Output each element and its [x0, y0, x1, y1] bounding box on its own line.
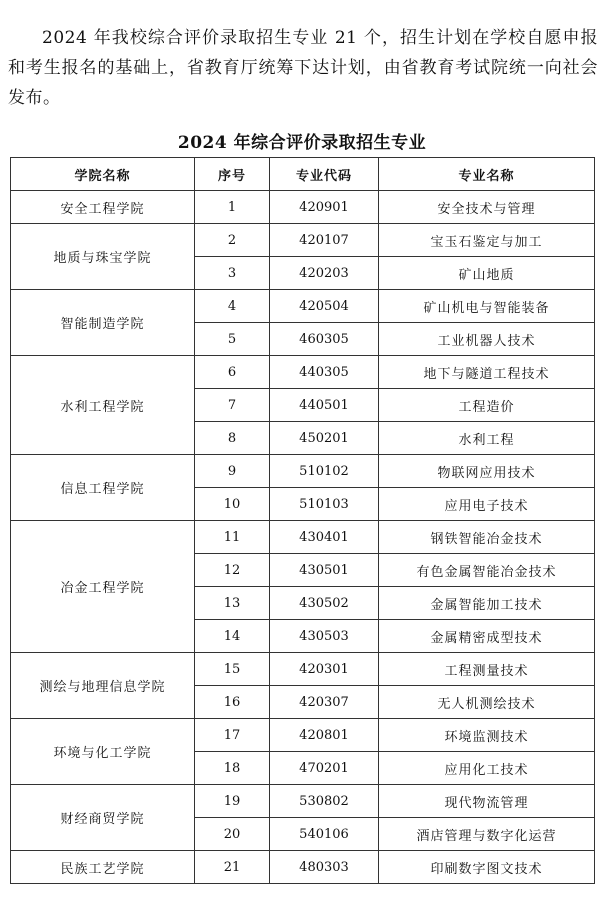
code-cell: 480303 [270, 851, 379, 884]
index-cell: 19 [195, 785, 270, 818]
table-title: 2024 年综合评价录取招生专业 [177, 133, 427, 153]
index-cell: 7 [195, 389, 270, 422]
college-cell: 安全工程学院 [11, 191, 195, 224]
index-cell: 4 [195, 290, 270, 323]
index-cell: 3 [195, 257, 270, 290]
code-cell: 540106 [270, 818, 379, 851]
code-cell: 420107 [270, 224, 379, 257]
major-cell: 矿山地质 [379, 257, 595, 290]
table-row [11, 521, 595, 554]
table-row [11, 455, 595, 488]
major-cell: 工程造价 [379, 389, 595, 422]
code-cell: 460305 [270, 323, 379, 356]
major-cell: 应用化工技术 [379, 752, 595, 785]
index-cell: 14 [195, 620, 270, 653]
code-cell: 420203 [270, 257, 379, 290]
table-row [11, 851, 595, 884]
code-cell: 450201 [270, 422, 379, 455]
college-cell: 环境与化工学院 [11, 719, 195, 785]
index-cell: 8 [195, 422, 270, 455]
index-cell: 9 [195, 455, 270, 488]
major-cell: 宝玉石鉴定与加工 [379, 224, 595, 257]
table-row [11, 191, 595, 224]
major-cell: 钢铁智能冶金技术 [379, 521, 595, 554]
code-cell: 420504 [270, 290, 379, 323]
major-cell: 应用电子技术 [379, 488, 595, 521]
college-cell: 测绘与地理信息学院 [11, 653, 195, 719]
code-cell: 470201 [270, 752, 379, 785]
index-cell: 20 [195, 818, 270, 851]
major-cell: 工业机器人技术 [379, 323, 595, 356]
code-cell: 430501 [270, 554, 379, 587]
college-cell: 冶金工程学院 [11, 521, 195, 653]
college-cell: 民族工艺学院 [11, 851, 195, 884]
index-cell: 2 [195, 224, 270, 257]
major-cell: 工程测量技术 [379, 653, 595, 686]
index-cell: 17 [195, 719, 270, 752]
table-row [11, 653, 595, 686]
code-cell: 420301 [270, 653, 379, 686]
college-cell: 地质与珠宝学院 [11, 224, 195, 290]
table-row [11, 785, 595, 818]
table-row [11, 224, 595, 257]
major-cell: 现代物流管理 [379, 785, 595, 818]
major-cell: 有色金属智能冶金技术 [379, 554, 595, 587]
college-cell: 智能制造学院 [11, 290, 195, 356]
majors-table [10, 157, 595, 884]
major-cell: 地下与隧道工程技术 [379, 356, 595, 389]
header-college: 学院名称 [11, 158, 195, 191]
index-cell: 12 [195, 554, 270, 587]
header-code: 专业代码 [270, 158, 379, 191]
major-cell: 水利工程 [379, 422, 595, 455]
index-cell: 18 [195, 752, 270, 785]
code-cell: 510102 [270, 455, 379, 488]
code-cell: 430503 [270, 620, 379, 653]
college-cell: 水利工程学院 [11, 356, 195, 455]
major-cell: 酒店管理与数字化运营 [379, 818, 595, 851]
major-cell: 矿山机电与智能装备 [379, 290, 595, 323]
table-row [11, 356, 595, 389]
college-cell: 财经商贸学院 [11, 785, 195, 851]
code-cell: 420901 [270, 191, 379, 224]
index-cell: 13 [195, 587, 270, 620]
major-cell: 金属智能加工技术 [379, 587, 595, 620]
intro-paragraph: 2024 年我校综合评价录取招生专业 21 个，招生计划在学校自愿申报和考生报名的基础上，省教育厅统筹下达计划，由省教育考试院统一向社会发布。 [8, 28, 598, 108]
index-cell: 11 [195, 521, 270, 554]
index-cell: 16 [195, 686, 270, 719]
header-major: 专业名称 [379, 158, 595, 191]
table-body [11, 191, 595, 884]
college-cell: 信息工程学院 [11, 455, 195, 521]
code-cell: 530802 [270, 785, 379, 818]
major-cell: 环境监测技术 [379, 719, 595, 752]
code-cell: 440501 [270, 389, 379, 422]
major-cell: 物联网应用技术 [379, 455, 595, 488]
header-index: 序号 [195, 158, 270, 191]
index-cell: 1 [195, 191, 270, 224]
major-cell: 印刷数字图文技术 [379, 851, 595, 884]
table-row [11, 719, 595, 752]
code-cell: 510103 [270, 488, 379, 521]
table-row [11, 290, 595, 323]
code-cell: 440305 [270, 356, 379, 389]
index-cell: 21 [195, 851, 270, 884]
index-cell: 6 [195, 356, 270, 389]
index-cell: 15 [195, 653, 270, 686]
major-cell: 安全技术与管理 [379, 191, 595, 224]
index-cell: 5 [195, 323, 270, 356]
code-cell: 420307 [270, 686, 379, 719]
index-cell: 10 [195, 488, 270, 521]
major-cell: 无人机测绘技术 [379, 686, 595, 719]
code-cell: 430401 [270, 521, 379, 554]
code-cell: 420801 [270, 719, 379, 752]
table-header-row [11, 158, 595, 191]
code-cell: 430502 [270, 587, 379, 620]
major-cell: 金属精密成型技术 [379, 620, 595, 653]
